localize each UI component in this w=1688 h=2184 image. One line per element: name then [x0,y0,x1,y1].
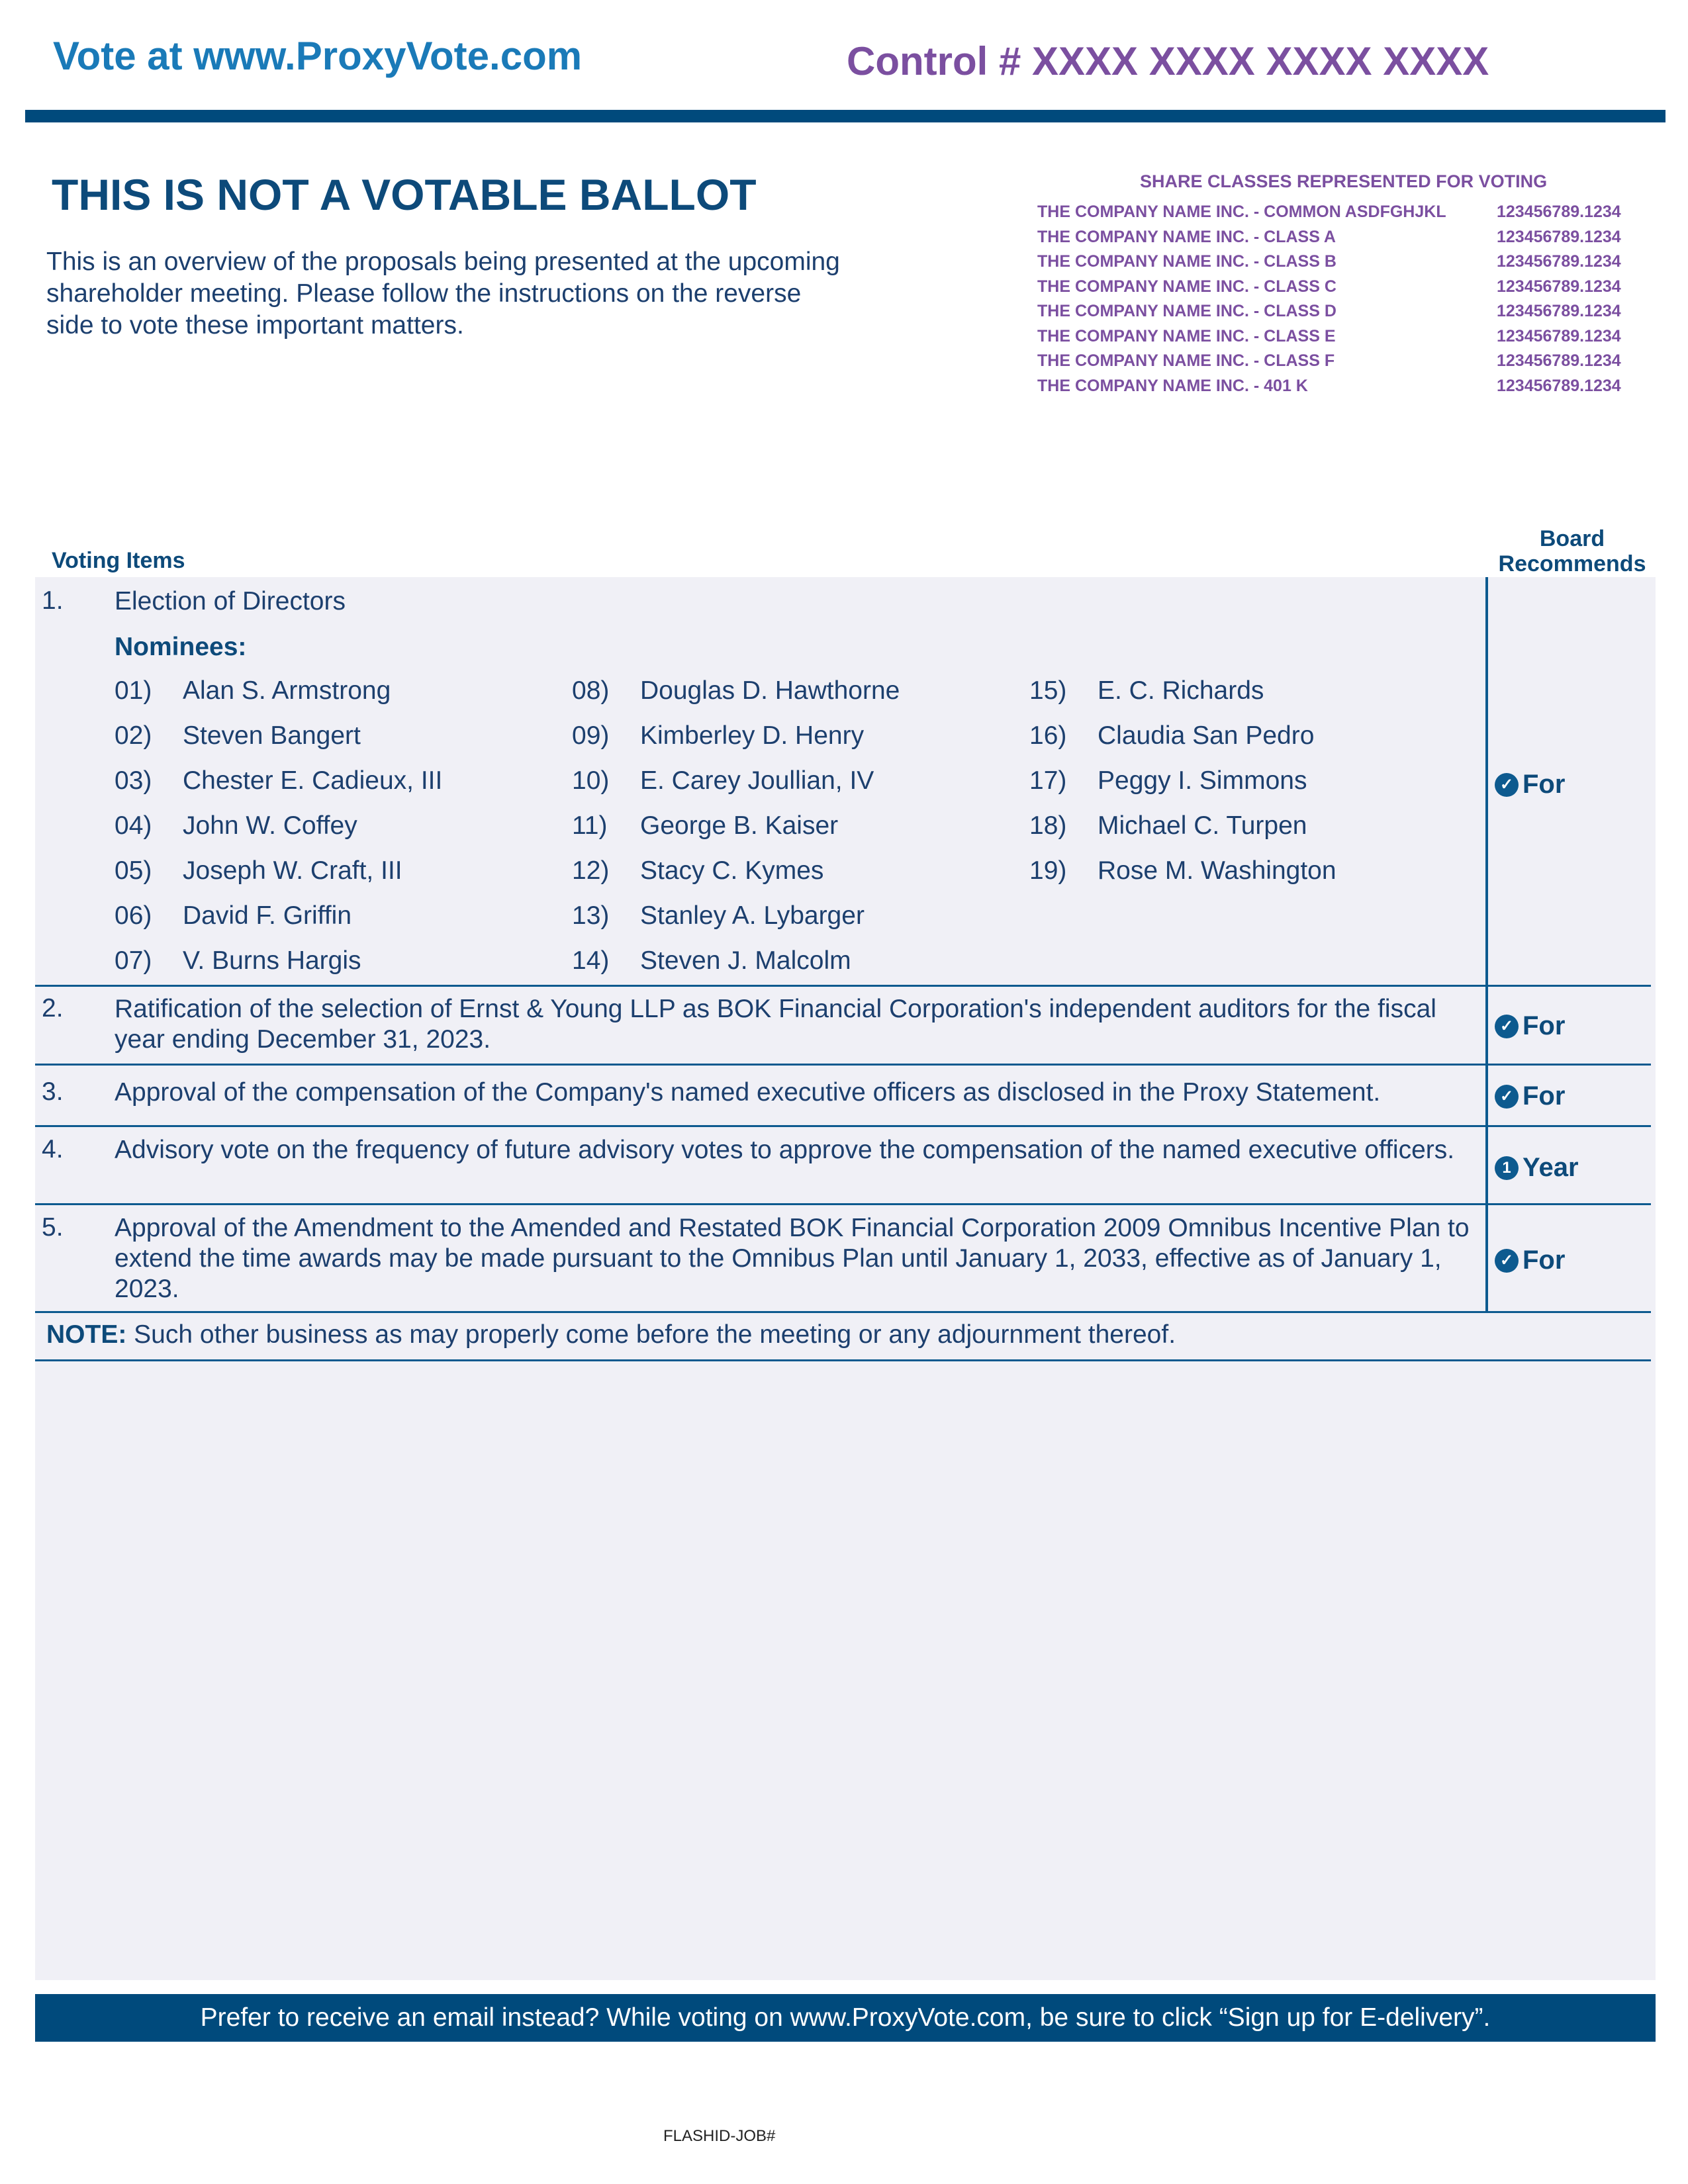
share-class-row [1037,203,1640,222]
share-class-count: 123456789.1234 [1497,351,1621,370]
nominee-name: E. C. Richards [1098,676,1264,705]
board-recommendation [1495,1011,1565,1041]
nominee-name: George B. Kaiser [640,811,839,840]
column-divider [1485,577,1488,1311]
share-classes-heading: SHARE CLASSES REPRESENTED FOR VOTING [1140,171,1548,191]
share-class-count: 123456789.1234 [1497,302,1621,320]
nominee-number: 19) [1029,856,1067,885]
nominee-name: Steven Bangert [183,721,361,750]
note-text: Such other business as may properly come before the meeting or any adjournment thereof. [126,1320,1176,1349]
share-class-name: THE COMPANY NAME INC. - COMMON ASDFGHJKL [1037,203,1446,221]
board-recommendation [1495,1153,1579,1183]
nominee-name: E. Carey Joullian, IV [640,766,874,795]
item-number: 2. [42,994,64,1023]
share-class-row [1037,377,1640,396]
nominee-number: 15) [1029,676,1067,705]
nominee-name: Claudia San Pedro [1098,721,1315,750]
recommendation-label: For [1523,1081,1566,1111]
nominee-number: 12) [572,856,610,885]
nominee-name: John W. Coffey [183,811,357,840]
nominees-label: Nominees: [115,633,247,661]
job-id: FLASHID-JOB# [663,2127,776,2145]
note-label: NOTE: [46,1320,127,1349]
header-divider [25,110,1665,122]
item-text: Ratification of the selection of Ernst & Young LLP as BOK Financial Corporation's independent auditors for the fiscal year ending December 31, 2023. [115,995,1436,1054]
nominee-number: 05) [115,856,152,885]
share-class-count: 123456789.1234 [1497,277,1621,296]
share-class-name: THE COMPANY NAME INC. - CLASS A [1037,227,1336,246]
nominee-name: V. Burns Hargis [183,946,361,975]
nominee-name: David F. Griffin [183,901,352,930]
item-text: Advisory vote on the frequency of future advisory votes to approve the compensation of the named executive officers. [115,1136,1455,1164]
row-divider [35,1125,1651,1127]
recommendation-label: For [1523,1246,1566,1275]
share-class-name: THE COMPANY NAME INC. - CLASS B [1037,252,1336,271]
recommendation-label: For [1523,770,1566,799]
number-one-circle-icon: 1 [1495,1156,1519,1180]
nominee-number: 11) [572,811,608,840]
nominee-name: Chester E. Cadieux, III [183,766,443,795]
share-class-row [1037,277,1640,296]
board-recommendation [1495,770,1565,799]
recommendation-label: Year [1523,1153,1579,1182]
board-recommendation [1495,1246,1565,1275]
share-class-name: THE COMPANY NAME INC. - 401 K [1037,376,1308,395]
nominee-number: 10) [572,766,610,795]
share-class-name: THE COMPANY NAME INC. - CLASS F [1037,351,1335,370]
share-class-name: THE COMPANY NAME INC. - CLASS D [1037,302,1336,320]
intro-text: This is an overview of the proposals being presented at the upcoming shareholder meeting. Please follow the instructions on the reverse side to vote these important matters. [46,248,840,340]
nominee-name: Joseph W. Craft, III [183,856,402,885]
row-divider [35,1311,1651,1313]
item-text: Election of Directors [115,587,346,615]
check-circle-icon: ✓ [1495,1085,1519,1109]
share-class-row [1037,302,1640,321]
control-number: Control # XXXX XXXX XXXX XXXX [847,39,1489,83]
recommendation-label: For [1523,1011,1566,1040]
share-class-row [1037,351,1640,371]
share-class-count: 123456789.1234 [1497,227,1621,246]
share-class-count: 123456789.1234 [1497,326,1621,345]
nominee-number: 07) [115,946,152,975]
row-divider [35,1203,1651,1205]
nominee-number: 01) [115,676,152,705]
nominee-name: Michael C. Turpen [1098,811,1307,840]
share-class-row [1037,228,1640,247]
voting-items-header: Voting Items [52,548,185,573]
item-number: 3. [42,1077,64,1106]
item-text: Approval of the Amendment to the Amended and Restated BOK Financial Corporation 2009 Omnibus Incentive Plan to extend the time awards may be made pursuant to the Omnibus Plan until January 1, 2033, effective as of January 1, 2023. [115,1214,1470,1303]
nominee-name: Alan S. Armstrong [183,676,391,705]
check-circle-icon: ✓ [1495,1015,1519,1038]
row-divider [35,1359,1651,1361]
item-text: Approval of the compensation of the Company's named executive officers as disclosed in the Proxy Statement. [115,1078,1381,1107]
nominee-number: 09) [572,721,610,750]
item-number: 4. [42,1135,64,1163]
nominee-name: Rose M. Washington [1098,856,1336,885]
item-number: 5. [42,1213,64,1242]
share-class-count: 123456789.1234 [1497,203,1621,221]
nominee-number: 17) [1029,766,1067,795]
note [46,1320,1176,1349]
board-recommends-header: Board Recommends [1498,526,1646,576]
share-class-row [1037,327,1640,346]
share-class-name: THE COMPANY NAME INC. - CLASS C [1037,277,1336,296]
nominee-number: 04) [115,811,152,840]
share-class-row [1037,252,1640,271]
nominee-number: 14) [572,946,610,975]
nominee-number: 08) [572,676,610,705]
share-class-count: 123456789.1234 [1497,376,1621,395]
check-circle-icon: ✓ [1495,773,1519,797]
nominee-name: Stanley A. Lybarger [640,901,865,930]
proxyvote-url[interactable]: Vote at www.ProxyVote.com [53,34,583,78]
nominee-number: 02) [115,721,152,750]
e-delivery-text: Prefer to receive an email instead? While voting on www.ProxyVote.com, be sure to click “Sign up for E-delivery”. [200,2003,1491,2032]
share-class-name: THE COMPANY NAME INC. - CLASS E [1037,326,1336,345]
nominee-number: 06) [115,901,152,930]
nominee-number: 03) [115,766,152,795]
nominee-name: Stacy C. Kymes [640,856,824,885]
board-recommendation [1495,1081,1565,1111]
item-number: 1. [42,586,64,615]
nominee-number: 13) [572,901,610,930]
e-delivery-banner [35,1994,1656,2042]
check-circle-icon: ✓ [1495,1249,1519,1273]
nominee-name: Kimberley D. Henry [640,721,865,750]
page-title: THIS IS NOT A VOTABLE BALLOT [52,170,757,219]
row-divider [35,1064,1651,1066]
nominee-name: Steven J. Malcolm [640,946,851,975]
nominee-name: Peggy I. Simmons [1098,766,1307,795]
row-divider [35,985,1651,987]
share-class-count: 123456789.1234 [1497,252,1621,271]
nominee-number: 16) [1029,721,1067,750]
nominee-number: 18) [1029,811,1067,840]
nominee-name: Douglas D. Hawthorne [640,676,900,705]
